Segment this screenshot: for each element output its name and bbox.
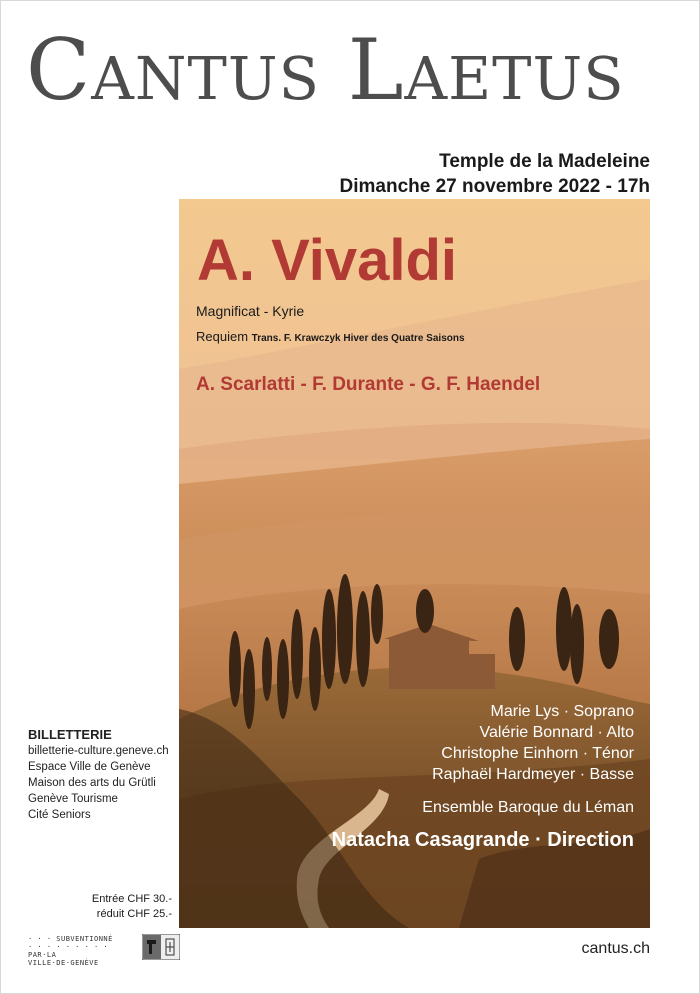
program-work-2 [196, 329, 465, 344]
program-work-2-note: Trans. F. Krawczyk Hiver des Quatre Saisons [251, 333, 465, 344]
sponsor-logo [28, 934, 182, 967]
headline-composer: A. Vivaldi [197, 228, 458, 293]
ticket-outlet: Maison des arts du Grütli [28, 777, 156, 789]
venue-block [340, 150, 650, 200]
concert-datetime: Dimanche 27 novembre 2022 - 17h [339, 176, 650, 197]
program-work-1: Magnificat - Kyrie [196, 303, 305, 319]
cast-alto: Valérie Bonnard · Alto [479, 724, 634, 741]
ticket-outlet: Genève Tourisme [28, 793, 118, 805]
sponsor-line: · · · · · · · · · PAR·LA [28, 943, 109, 959]
ensemble-name: Ensemble Baroque du Léman [422, 799, 634, 816]
sponsor-text [28, 935, 140, 967]
price-full: Entrée CHF 30.- [91, 893, 172, 905]
sponsor-line: VILLE·DE·GENÈVE [28, 959, 99, 967]
cast-soprano: Marie Lys · Soprano [490, 703, 634, 720]
ticket-outlet: Cité Seniors [28, 809, 91, 821]
ticket-outlet: billetterie-culture.geneve.ch [28, 745, 169, 757]
cast-list [332, 701, 634, 852]
cast-tenor: Christophe Einhorn · Ténor [441, 745, 634, 762]
ticket-outlets [28, 726, 169, 823]
venue-name: Temple de la Madeleine [439, 151, 650, 172]
sponsor-line: · · · SUBVENTIONNÉ [28, 935, 113, 943]
program-work-2-title: Requiem [196, 329, 249, 344]
ticket-title: BILLETTERIE [28, 727, 112, 742]
geneva-coat-of-arms-icon [142, 934, 180, 960]
brand-title: Cantus Laetus [26, 21, 625, 119]
cast-bass: Raphaël Hardmeyer · Basse [432, 766, 634, 783]
website-link[interactable]: cantus.ch [581, 940, 650, 957]
poster-image [179, 199, 650, 928]
director-name: Natacha Casagrande · Direction [331, 829, 634, 851]
ticket-outlet: Espace Ville de Genève [28, 761, 151, 773]
price-reduced: réduit CHF 25.- [96, 908, 172, 920]
program-composers: A. Scarlatti - F. Durante - G. F. Haendel [196, 374, 541, 395]
price-block [70, 892, 172, 922]
